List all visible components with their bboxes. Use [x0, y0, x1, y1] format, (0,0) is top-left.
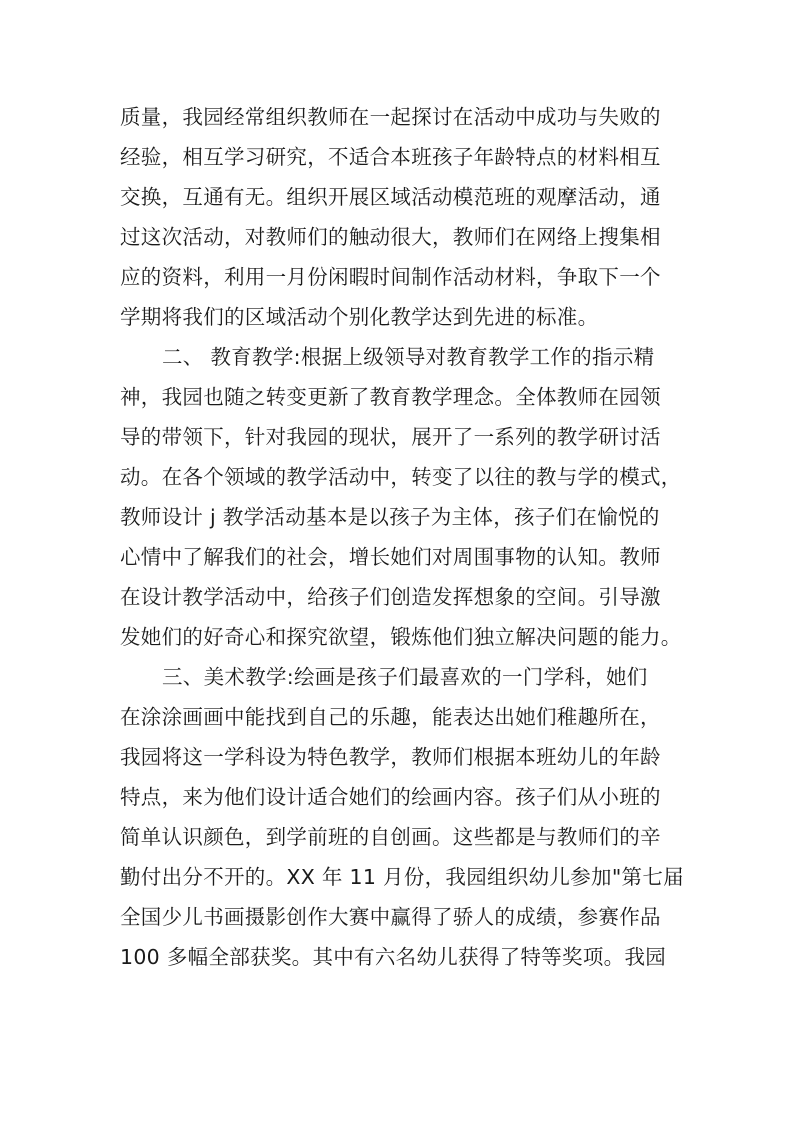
body-text-line: 应的资料，利用一月份闲暇时间制作活动材料，争取下一个 — [120, 265, 661, 289]
body-text-line: 心情中了解我们的社会，增长她们对周围事物的认知。教师 — [120, 545, 661, 569]
body-text-line: 动。在各个领域的教学活动中，转变了以往的教与学的模式， — [120, 465, 682, 489]
body-text-line: 交换，互通有无。组织开展区域活动模范班的观摩活动，通 — [120, 185, 661, 209]
body-text-line: 教师设计 j 教学活动基本是以孩子为主体，孩子们在愉悦的 — [120, 505, 660, 529]
body-text-line: 在涂涂画画中能找到自己的乐趣，能表达出她们稚趣所在， — [120, 705, 661, 729]
body-text-line: 学期将我们的区域活动个别化教学达到先进的标准。 — [120, 305, 599, 329]
body-text-line: 简单认识颜色，到学前班的自创画。这些都是与教师们的辛 — [120, 825, 661, 849]
body-text-line: 勤付出分不开的。XX 年 11 月份，我园组织幼儿参加"第七届 — [120, 865, 684, 889]
body-text-line: 发她们的好奇心和探究欲望，锻炼他们独立解决问题的能力。 — [120, 625, 682, 649]
body-text-line: 质量，我园经常组织教师在一起探讨在活动中成功与失败的 — [120, 105, 661, 129]
section-heading-line: 三、美术教学:绘画是孩子们最喜欢的一门学科，她们 — [162, 665, 648, 689]
body-text-line: 过这次活动，对教师们的触动很大，教师们在网络上搜集相 — [120, 225, 661, 249]
section-heading-line: 二、 教育教学:根据上级领导对教育教学工作的指示精 — [162, 345, 655, 369]
body-text-line: 经验，相互学习研究，不适合本班孩子年龄特点的材料相互 — [120, 145, 661, 169]
body-text-line: 全国少儿书画摄影创作大赛中赢得了骄人的成绩，参赛作品 — [120, 905, 661, 929]
body-text-line: 神，我园也随之转变更新了教育教学理念。全体教师在园领 — [120, 385, 661, 409]
body-text-line: 特点，来为他们设计适合她们的绘画内容。孩子们从小班的 — [120, 785, 661, 809]
body-text-line: 在设计教学活动中，给孩子们创造发挥想象的空间。引导激 — [120, 585, 661, 609]
body-text-line: 导的带领下，针对我园的现状，展开了一系列的教学研讨活 — [120, 425, 661, 449]
body-text-line: 100 多幅全部获奖。其中有六名幼儿获得了特等奖项。我园 — [120, 945, 667, 969]
body-text-line: 我园将这一学科设为特色教学，教师们根据本班幼儿的年龄 — [120, 745, 661, 769]
